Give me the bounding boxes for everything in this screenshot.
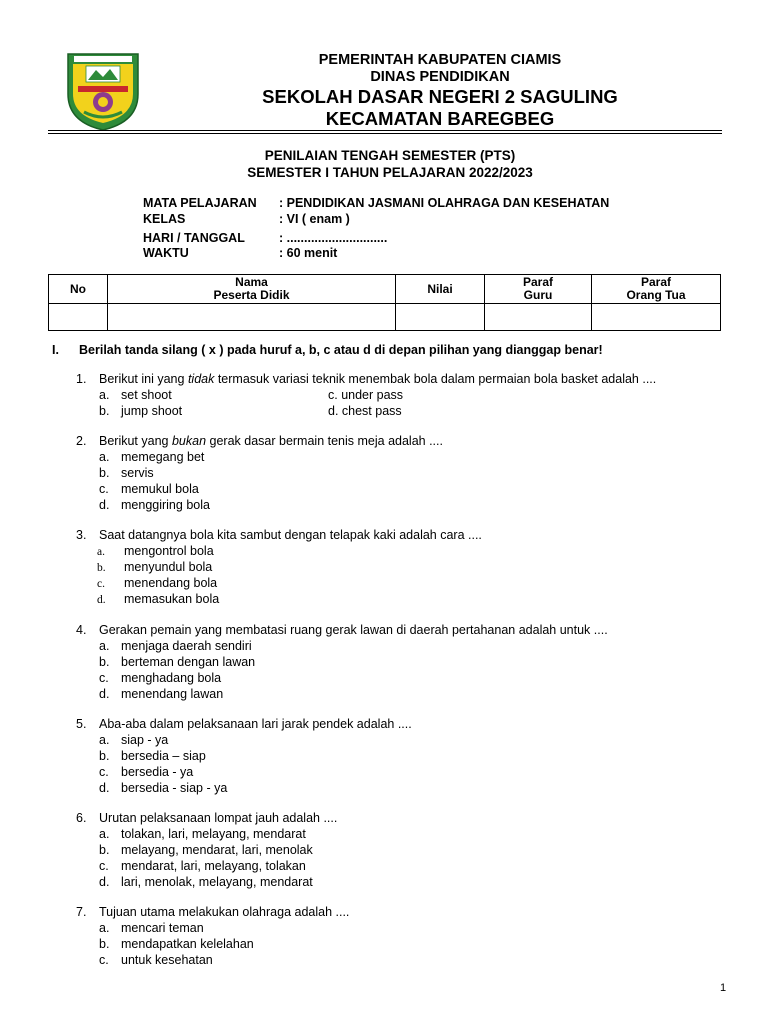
- info-value: : PENDIDIKAN JASMANI OLAHRAGA DAN KESEHATAN: [279, 196, 610, 210]
- student-score-table: [48, 274, 721, 331]
- info-row-class: [143, 212, 350, 226]
- header-divider: [48, 130, 722, 131]
- info-value: : .............................: [279, 231, 388, 245]
- option-1c[interactable]: c. under pass: [328, 388, 404, 402]
- option-7a[interactable]: a. mencari teman: [99, 921, 204, 935]
- option-2a[interactable]: a. memegang bet: [99, 450, 205, 464]
- header-parent-signature: Paraf Orang Tua: [592, 275, 721, 304]
- option-3a[interactable]: a. mengontrol bola: [97, 544, 214, 558]
- question-5: 5. Aba-aba dalam pelaksanaan lari jarak pendek adalah ....: [76, 717, 412, 731]
- info-row-date: [143, 231, 387, 245]
- header-no: No: [49, 275, 108, 304]
- district-name: KECAMATAN BAREGBEG: [325, 108, 555, 129]
- option-4c[interactable]: c. menghadang bola: [99, 671, 222, 685]
- info-row-time: [143, 246, 337, 260]
- option-5b[interactable]: b. bersedia – siap: [99, 749, 206, 763]
- option-5a[interactable]: a. siap - ya: [99, 733, 169, 747]
- table-row: [49, 304, 721, 331]
- cell-teacher-signature[interactable]: [485, 304, 592, 331]
- page-number: 1: [720, 982, 727, 994]
- option-4b[interactable]: b. berteman dengan lawan: [99, 655, 256, 669]
- info-key: MATA PELAJARAN: [143, 196, 257, 210]
- option-1a[interactable]: a. set shoot: [99, 388, 172, 402]
- question-1: 1. Berikut ini yang tidak termasuk variasi teknik menembak bola dalam permaian bola basket adalah ....: [76, 372, 657, 386]
- option-1b[interactable]: b. jump shoot: [99, 404, 183, 418]
- exam-title: PENILAIAN TENGAH SEMESTER (PTS): [264, 148, 516, 163]
- exam-semester: SEMESTER I TAHUN PELAJARAN 2022/2023: [247, 165, 533, 180]
- option-4d[interactable]: d. menendang lawan: [99, 687, 224, 701]
- info-key: WAKTU: [143, 246, 189, 260]
- info-row-subject: [143, 196, 609, 210]
- instruction-text: Berilah tanda silang ( x ) pada huruf a, b, c atau d di depan pilihan yang dianggap benar!: [79, 343, 603, 357]
- question-4: 4. Gerakan pemain yang membatasi ruang gerak lawan di daerah pertahanan adalah untuk ....: [76, 623, 608, 637]
- question-number: 2.: [76, 434, 87, 448]
- option-7b[interactable]: b. mendapatkan kelelahan: [99, 937, 254, 951]
- question-number: 1.: [76, 372, 87, 386]
- government-name: PEMERINTAH KABUPATEN CIAMIS: [318, 52, 562, 68]
- section-instruction: [52, 343, 603, 357]
- question-number: 7.: [76, 905, 87, 919]
- option-2b[interactable]: b. servis: [99, 466, 154, 480]
- question-3: 3. Saat datangnya bola kita sambut dengan telapak kaki adalah cara ....: [76, 528, 482, 542]
- question-number: 6.: [76, 811, 87, 825]
- header-teacher-signature: Paraf Guru: [485, 275, 592, 304]
- header-divider-thin: [48, 133, 722, 134]
- info-key: HARI / TANGGAL: [143, 231, 245, 245]
- option-6a[interactable]: a. tolakan, lari, melayang, mendarat: [99, 827, 306, 841]
- section-number: I.: [52, 343, 59, 357]
- table-header-row: [49, 275, 721, 304]
- option-5d[interactable]: d. bersedia - siap - ya: [99, 781, 228, 795]
- option-2c[interactable]: c. memukul bola: [99, 482, 199, 496]
- question-number: 4.: [76, 623, 87, 637]
- option-5c[interactable]: c. bersedia - ya: [99, 765, 194, 779]
- option-6c[interactable]: c. mendarat, lari, melayang, tolakan: [99, 859, 306, 873]
- option-6b[interactable]: b. melayang, mendarat, lari, menolak: [99, 843, 313, 857]
- school-name: SEKOLAH DASAR NEGERI 2 SAGULING: [262, 86, 618, 107]
- option-4a[interactable]: a. menjaga daerah sendiri: [99, 639, 252, 653]
- question-number: 5.: [76, 717, 87, 731]
- header-student-name: Nama Peserta Didik: [108, 275, 396, 304]
- question-6: 6. Urutan pelaksanaan lompat jauh adalah ....: [76, 811, 338, 825]
- option-3c[interactable]: c. menendang bola: [97, 576, 218, 590]
- cell-score[interactable]: [396, 304, 485, 331]
- info-key: KELAS: [143, 212, 186, 226]
- option-7c[interactable]: c. untuk kesehatan: [99, 953, 213, 967]
- cell-no[interactable]: [49, 304, 108, 331]
- question-number: 3.: [76, 528, 87, 542]
- district-emblem-logo: [64, 50, 142, 132]
- question-7: 7. Tujuan utama melakukan olahraga adalah ....: [76, 905, 350, 919]
- agency-name: DINAS PENDIDIKAN: [370, 69, 510, 85]
- option-3d[interactable]: d. memasukan bola: [97, 592, 220, 606]
- info-value: : VI ( enam ): [279, 212, 350, 226]
- option-2d[interactable]: d. menggiring bola: [99, 498, 210, 512]
- option-1d[interactable]: d. chest pass: [328, 404, 402, 418]
- option-3b[interactable]: b. menyundul bola: [97, 560, 213, 574]
- question-2: 2. Berikut yang bukan gerak dasar bermain tenis meja adalah ....: [76, 434, 443, 448]
- cell-parent-signature[interactable]: [592, 304, 721, 331]
- cell-student-name[interactable]: [108, 304, 396, 331]
- option-6d[interactable]: d. lari, menolak, melayang, mendarat: [99, 875, 313, 889]
- header-score: Nilai: [396, 275, 485, 304]
- info-value: : 60 menit: [279, 246, 338, 260]
